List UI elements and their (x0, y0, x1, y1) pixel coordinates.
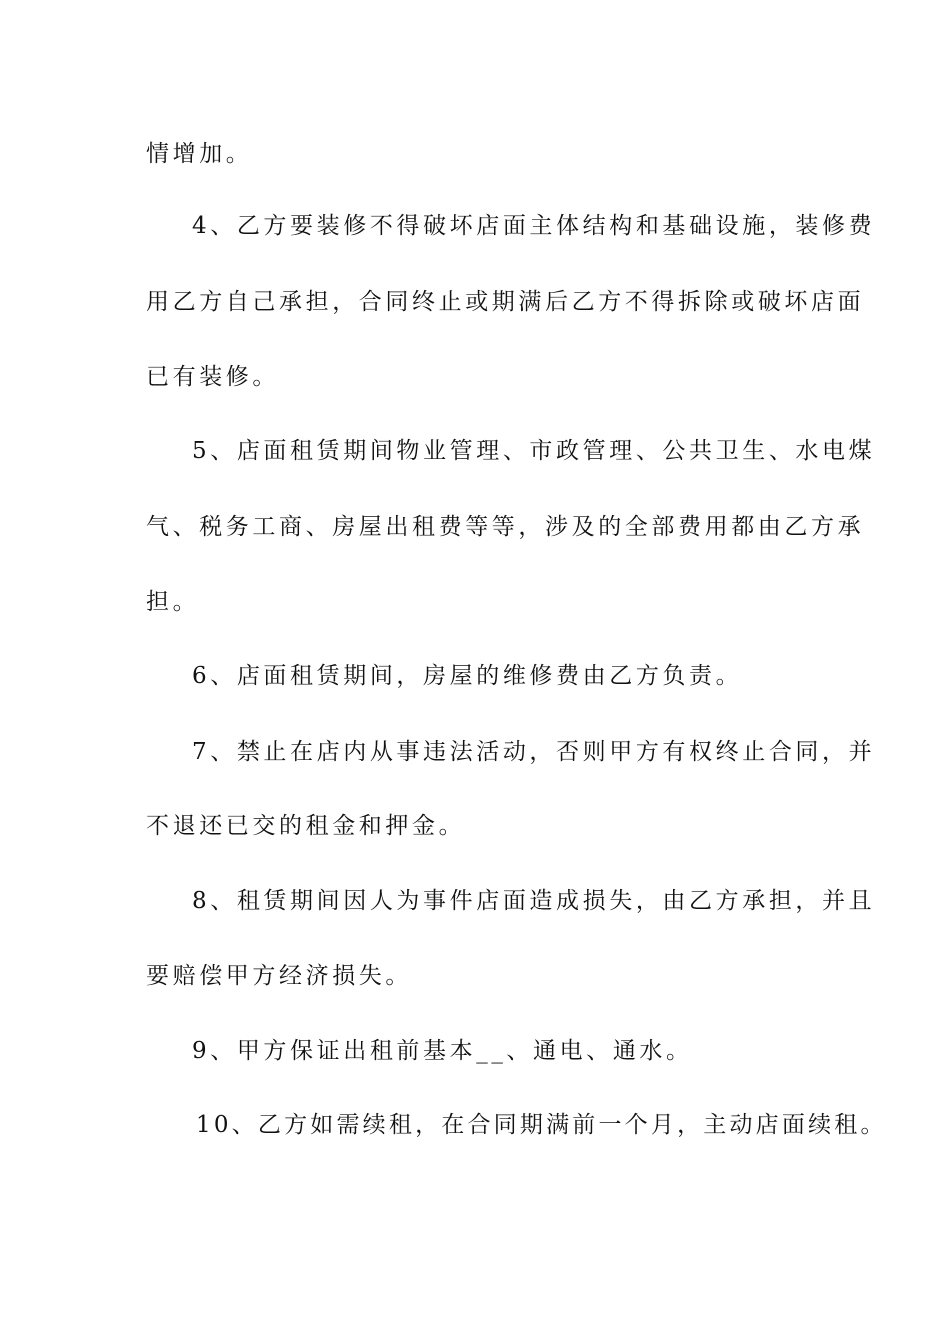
clause-7-line-1: 7、禁止在店内从事违法活动，否则甲方有权终止合同，并 (192, 739, 876, 765)
clause-8-line-2: 要赔偿甲方经济损失。 (146, 963, 412, 989)
clause-5-line-3: 担。 (146, 589, 200, 615)
clause-8-line-1: 8、租赁期间因人为事件店面造成损失，由乙方承担，并且 (192, 888, 876, 914)
clause-7-line-2: 不退还已交的租金和押金。 (146, 813, 466, 839)
clause-6-line-1: 6、店面租赁期间，房屋的维修费由乙方负责。 (192, 663, 743, 689)
clause-4-line-1: 4、乙方要装修不得破坏店面主体结构和基础设施，装修费 (192, 213, 876, 239)
clause-5-line-2: 气、税务工商、房屋出租费等等，涉及的全部费用都由乙方承 (146, 514, 865, 540)
clause-4-line-2: 用乙方自己承担，合同终止或期满后乙方不得拆除或破坏店面 (146, 289, 865, 315)
clause-5-line-1: 5、店面租赁期间物业管理、市政管理、公共卫生、水电煤 (192, 438, 876, 464)
clause-9-line-1: 9、甲方保证出租前基本__、通电、通水。 (192, 1038, 693, 1064)
clause-4-line-3: 已有装修。 (146, 364, 279, 390)
clause-10-line-1: 10、乙方如需续租，在合同期满前一个月，主动店面续租。 (196, 1112, 887, 1138)
paragraph-line: 情增加。 (146, 141, 253, 167)
